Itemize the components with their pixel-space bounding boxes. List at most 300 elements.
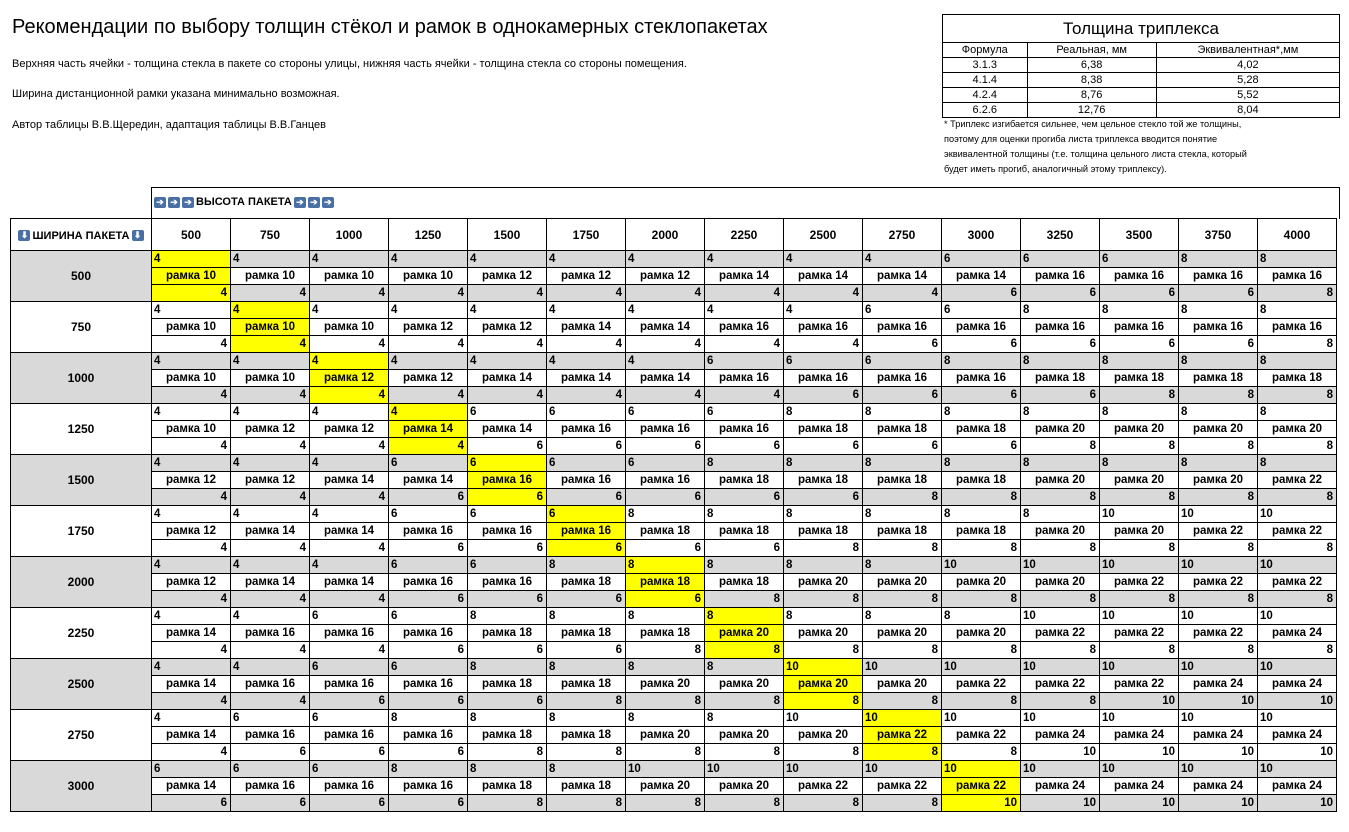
height-column-header: 3000 xyxy=(942,219,1021,251)
frame-width: рамка 10 xyxy=(310,318,388,335)
outer-glass-thickness: 10 xyxy=(1181,763,1194,775)
recommendation-cell xyxy=(389,251,468,302)
frame-width: рамка 10 xyxy=(152,267,230,284)
recommendation-cell xyxy=(310,455,389,506)
recommendation-cell xyxy=(468,557,547,608)
outer-glass-thickness: 6 xyxy=(549,406,556,418)
frame-width: рамка 14 xyxy=(389,420,467,437)
inner-glass-thickness: 10 xyxy=(1179,692,1257,709)
recommendation-cell xyxy=(389,761,468,812)
outer-glass-thickness: 10 xyxy=(1023,763,1036,775)
outer-glass-thickness: 6 xyxy=(707,406,714,418)
inner-glass-thickness: 4 xyxy=(310,488,388,505)
triplex-title: Толщина триплекса xyxy=(943,15,1339,43)
recommendation-cell xyxy=(626,608,705,659)
outer-glass-thickness: 10 xyxy=(865,763,878,775)
frame-width: рамка 10 xyxy=(389,267,467,284)
inner-glass-thickness: 6 xyxy=(863,335,941,352)
inner-glass-thickness: 8 xyxy=(626,641,704,658)
recommendation-cell xyxy=(1021,659,1100,710)
inner-glass-thickness: 6 xyxy=(310,743,388,760)
outer-glass-thickness: 8 xyxy=(628,661,635,673)
inner-glass-thickness: 8 xyxy=(1100,437,1178,454)
recommendation-cell xyxy=(626,251,705,302)
outer-glass-thickness: 8 xyxy=(470,661,477,673)
inner-glass-thickness: 4 xyxy=(231,335,309,352)
width-header-label: ШИРИНА ПАКЕТА xyxy=(32,229,130,242)
outer-glass-thickness: 6 xyxy=(233,712,240,724)
outer-glass-thickness: 8 xyxy=(865,406,872,418)
frame-width: рамка 16 xyxy=(231,624,309,641)
outer-glass-thickness: 4 xyxy=(312,304,319,316)
frame-width: рамка 18 xyxy=(626,522,704,539)
recommendation-cell xyxy=(1100,608,1179,659)
outer-glass-thickness: 10 xyxy=(944,712,957,724)
inner-glass-thickness: 10 xyxy=(1258,743,1336,760)
outer-glass-thickness: 4 xyxy=(549,304,556,316)
outer-glass-thickness: 10 xyxy=(944,559,957,571)
inner-glass-thickness: 4 xyxy=(626,284,704,301)
frame-width: рамка 16 xyxy=(468,471,546,488)
width-row-header: 3000 xyxy=(11,761,152,812)
recommendation-cell xyxy=(784,404,863,455)
recommendation-cell xyxy=(863,404,942,455)
width-row xyxy=(11,761,1337,812)
outer-glass-thickness: 8 xyxy=(786,457,793,469)
outer-glass-thickness: 4 xyxy=(154,661,161,673)
inner-glass-thickness: 4 xyxy=(231,386,309,403)
inner-glass-thickness: 8 xyxy=(1021,641,1099,658)
outer-glass-thickness: 8 xyxy=(707,559,714,571)
inner-glass-thickness: 8 xyxy=(942,641,1020,658)
recommendation-cell xyxy=(1021,608,1100,659)
inner-glass-thickness: 8 xyxy=(942,743,1020,760)
recommendation-cell xyxy=(389,455,468,506)
inner-glass-thickness: 4 xyxy=(310,590,388,607)
frame-width: рамка 16 xyxy=(626,471,704,488)
frame-width: рамка 18 xyxy=(468,726,546,743)
frame-width: рамка 16 xyxy=(1100,318,1178,335)
frame-width: рамка 22 xyxy=(1100,573,1178,590)
recommendation-cell xyxy=(863,557,942,608)
frame-width: рамка 24 xyxy=(1100,777,1178,794)
triplex-table xyxy=(942,14,1340,118)
inner-glass-thickness: 8 xyxy=(1258,335,1336,352)
recommendation-cell xyxy=(784,506,863,557)
outer-glass-thickness: 4 xyxy=(154,457,161,469)
frame-width: рамка 22 xyxy=(1258,573,1336,590)
inner-glass-thickness: 4 xyxy=(626,386,704,403)
frame-width: рамка 16 xyxy=(389,573,467,590)
outer-glass-thickness: 10 xyxy=(1260,763,1273,775)
outer-glass-thickness: 8 xyxy=(1102,406,1109,418)
recommendation-cell xyxy=(705,251,784,302)
frame-width: рамка 16 xyxy=(389,624,467,641)
inner-glass-thickness: 8 xyxy=(1179,488,1257,505)
page-title: Рекомендации по выбору толщин стёкол и рамок в однокамерных стеклопакетах xyxy=(12,16,768,38)
inner-glass-thickness: 6 xyxy=(310,794,388,811)
inner-glass-thickness: 6 xyxy=(1179,335,1257,352)
outer-glass-thickness: 4 xyxy=(231,302,309,318)
inner-glass-thickness: 6 xyxy=(152,794,230,811)
inner-glass-thickness: 8 xyxy=(784,641,862,658)
outer-glass-thickness: 6 xyxy=(468,455,546,471)
inner-glass-thickness: 8 xyxy=(1179,437,1257,454)
inner-glass-thickness: 4 xyxy=(310,386,388,403)
frame-width: рамка 10 xyxy=(152,318,230,335)
inner-glass-thickness: 8 xyxy=(1258,437,1336,454)
recommendation-cell xyxy=(1258,353,1337,404)
frame-width: рамка 20 xyxy=(1021,420,1099,437)
recommendation-cell xyxy=(1021,557,1100,608)
inner-glass-thickness: 10 xyxy=(1258,794,1336,811)
outer-glass-thickness: 6 xyxy=(628,406,635,418)
outer-glass-thickness: 4 xyxy=(707,304,714,316)
recommendation-cell xyxy=(1258,659,1337,710)
outer-glass-thickness: 4 xyxy=(786,253,793,265)
frame-width: рамка 22 xyxy=(1258,471,1336,488)
recommendation-cell xyxy=(1179,557,1258,608)
inner-glass-thickness: 4 xyxy=(152,692,230,709)
recommendation-cell xyxy=(231,710,310,761)
frame-width: рамка 16 xyxy=(1179,267,1257,284)
outer-glass-thickness: 10 xyxy=(1102,610,1115,622)
recommendation-cell xyxy=(705,455,784,506)
recommendation-cell xyxy=(1258,710,1337,761)
inner-glass-thickness: 6 xyxy=(705,488,783,505)
outer-glass-thickness: 10 xyxy=(1181,559,1194,571)
outer-glass-thickness: 8 xyxy=(1023,508,1030,520)
inner-glass-thickness: 8 xyxy=(1179,641,1257,658)
outer-glass-thickness: 4 xyxy=(389,404,467,420)
frame-width: рамка 14 xyxy=(863,267,941,284)
recommendation-grid xyxy=(10,218,1337,812)
outer-glass-thickness: 6 xyxy=(312,610,319,622)
frame-width: рамка 20 xyxy=(1021,573,1099,590)
inner-glass-thickness: 8 xyxy=(705,641,783,658)
outer-glass-thickness: 4 xyxy=(628,304,635,316)
outer-glass-thickness: 6 xyxy=(865,304,872,316)
frame-width: рамка 18 xyxy=(1100,369,1178,386)
frame-width: рамка 18 xyxy=(547,726,625,743)
recommendation-cell xyxy=(626,710,705,761)
recommendation-cell xyxy=(863,659,942,710)
recommendation-cell xyxy=(626,353,705,404)
recommendation-cell xyxy=(547,302,626,353)
outer-glass-thickness: 6 xyxy=(865,355,872,367)
frame-width: рамка 24 xyxy=(1179,777,1257,794)
frame-width: рамка 18 xyxy=(784,522,862,539)
frame-width: рамка 14 xyxy=(310,471,388,488)
outer-glass-thickness: 6 xyxy=(312,712,319,724)
frame-width: рамка 20 xyxy=(705,624,783,641)
inner-glass-thickness: 6 xyxy=(389,641,467,658)
outer-glass-thickness: 8 xyxy=(944,457,951,469)
recommendation-cell xyxy=(389,302,468,353)
frame-width: рамка 16 xyxy=(942,369,1020,386)
outer-glass-thickness: 10 xyxy=(1102,559,1115,571)
outer-glass-thickness: 8 xyxy=(1260,253,1267,265)
triplex-cell: 12,76 xyxy=(1027,103,1156,118)
frame-width: рамка 20 xyxy=(626,777,704,794)
frame-width: рамка 22 xyxy=(863,777,941,794)
recommendation-cell xyxy=(784,608,863,659)
outer-glass-thickness: 6 xyxy=(391,610,398,622)
triplex-cell: 6.2.6 xyxy=(943,103,1027,118)
outer-glass-thickness: 8 xyxy=(1181,355,1188,367)
inner-glass-thickness: 8 xyxy=(863,488,941,505)
frame-width: рамка 22 xyxy=(1021,675,1099,692)
inner-glass-thickness: 6 xyxy=(468,641,546,658)
frame-width: рамка 18 xyxy=(863,471,941,488)
recommendation-cell xyxy=(310,302,389,353)
inner-glass-thickness: 4 xyxy=(152,335,230,352)
recommendation-cell xyxy=(547,506,626,557)
frame-width: рамка 16 xyxy=(547,420,625,437)
outer-glass-thickness: 8 xyxy=(549,763,556,775)
outer-glass-thickness: 4 xyxy=(865,253,872,265)
outer-glass-thickness: 4 xyxy=(391,304,398,316)
recommendation-cell xyxy=(626,455,705,506)
inner-glass-thickness: 8 xyxy=(705,692,783,709)
inner-glass-thickness: 8 xyxy=(705,743,783,760)
outer-glass-thickness: 10 xyxy=(628,763,641,775)
recommendation-cell xyxy=(1258,251,1337,302)
frame-width: рамка 20 xyxy=(1179,471,1257,488)
outer-glass-thickness: 6 xyxy=(312,661,319,673)
inner-glass-thickness: 4 xyxy=(231,539,309,556)
inner-glass-thickness: 8 xyxy=(1021,590,1099,607)
outer-glass-thickness: 4 xyxy=(233,355,240,367)
inner-glass-thickness: 8 xyxy=(626,692,704,709)
outer-glass-thickness: 8 xyxy=(944,355,951,367)
recommendation-cell xyxy=(1021,710,1100,761)
width-row-header: 2750 xyxy=(11,710,152,761)
triplex-header-cell: Реальная, мм xyxy=(1027,43,1156,58)
frame-width: рамка 18 xyxy=(942,471,1020,488)
outer-glass-thickness: 8 xyxy=(1260,457,1267,469)
outer-glass-thickness: 4 xyxy=(233,406,240,418)
inner-glass-thickness: 8 xyxy=(547,794,625,811)
recommendation-cell xyxy=(705,353,784,404)
inner-glass-thickness: 8 xyxy=(1100,590,1178,607)
inner-glass-thickness: 6 xyxy=(1021,386,1099,403)
width-row-header: 1500 xyxy=(11,455,152,506)
frame-width: рамка 18 xyxy=(1258,369,1336,386)
inner-glass-thickness: 6 xyxy=(784,437,862,454)
frame-width: рамка 20 xyxy=(705,777,783,794)
width-row-header: 2250 xyxy=(11,608,152,659)
footnote-line: будет иметь прогиб, аналогичный этому триплексу). xyxy=(944,164,1167,174)
recommendation-cell xyxy=(626,557,705,608)
recommendation-cell xyxy=(705,506,784,557)
outer-glass-thickness: 10 xyxy=(1181,661,1194,673)
inner-glass-thickness: 6 xyxy=(389,692,467,709)
recommendation-cell xyxy=(626,659,705,710)
inner-glass-thickness: 6 xyxy=(942,437,1020,454)
frame-width: рамка 18 xyxy=(547,777,625,794)
inner-glass-thickness: 4 xyxy=(389,335,467,352)
inner-glass-thickness: 8 xyxy=(1100,641,1178,658)
inner-glass-thickness: 4 xyxy=(231,692,309,709)
recommendation-cell xyxy=(231,659,310,710)
frame-width: рамка 18 xyxy=(784,471,862,488)
outer-glass-thickness: 8 xyxy=(626,557,704,573)
inner-glass-thickness: 8 xyxy=(863,590,941,607)
outer-glass-thickness: 8 xyxy=(470,763,477,775)
recommendation-cell xyxy=(152,251,231,302)
frame-width: рамка 20 xyxy=(1100,471,1178,488)
inner-glass-thickness: 4 xyxy=(152,284,230,301)
inner-glass-thickness: 6 xyxy=(942,284,1020,301)
frame-width: рамка 16 xyxy=(389,726,467,743)
inner-glass-thickness: 4 xyxy=(389,284,467,301)
height-column-header: 2250 xyxy=(705,219,784,251)
outer-glass-thickness: 6 xyxy=(470,406,477,418)
inner-glass-thickness: 6 xyxy=(389,590,467,607)
frame-width: рамка 10 xyxy=(231,318,309,335)
triplex-cell: 4.2.4 xyxy=(943,88,1027,103)
inner-glass-thickness: 6 xyxy=(626,437,704,454)
recommendation-cell xyxy=(1100,302,1179,353)
recommendation-cell xyxy=(863,608,942,659)
recommendation-cell xyxy=(1021,302,1100,353)
recommendation-cell xyxy=(231,353,310,404)
inner-glass-thickness: 4 xyxy=(152,539,230,556)
outer-glass-thickness: 8 xyxy=(628,712,635,724)
outer-glass-thickness: 8 xyxy=(944,406,951,418)
height-column-header: 750 xyxy=(231,219,310,251)
recommendation-cell xyxy=(231,761,310,812)
recommendation-cell xyxy=(468,353,547,404)
inner-glass-thickness: 4 xyxy=(784,335,862,352)
inner-glass-thickness: 6 xyxy=(942,335,1020,352)
inner-glass-thickness: 4 xyxy=(310,641,388,658)
outer-glass-thickness: 6 xyxy=(391,661,398,673)
inner-glass-thickness: 4 xyxy=(310,335,388,352)
recommendation-cell xyxy=(784,761,863,812)
inner-glass-thickness: 6 xyxy=(863,437,941,454)
frame-width: рамка 12 xyxy=(547,267,625,284)
inner-glass-thickness: 4 xyxy=(231,641,309,658)
triplex-cell: 8,04 xyxy=(1156,103,1339,118)
recommendation-cell xyxy=(231,455,310,506)
arrow-right-icon: ➔ xyxy=(308,197,320,208)
outer-glass-thickness: 8 xyxy=(1102,304,1109,316)
inner-glass-thickness: 6 xyxy=(468,692,546,709)
frame-width: рамка 18 xyxy=(705,522,783,539)
outer-glass-thickness: 8 xyxy=(1102,457,1109,469)
inner-glass-thickness: 4 xyxy=(310,539,388,556)
outer-glass-thickness: 10 xyxy=(1181,508,1194,520)
frame-width: рамка 18 xyxy=(705,573,783,590)
frame-width: рамка 16 xyxy=(468,573,546,590)
width-row xyxy=(11,404,1337,455)
inner-glass-thickness: 4 xyxy=(152,488,230,505)
frame-width: рамка 16 xyxy=(310,726,388,743)
recommendation-cell xyxy=(468,251,547,302)
outer-glass-thickness: 6 xyxy=(470,508,477,520)
outer-glass-thickness: 8 xyxy=(391,763,398,775)
outer-glass-thickness: 8 xyxy=(944,610,951,622)
frame-width: рамка 16 xyxy=(1179,318,1257,335)
frame-width: рамка 20 xyxy=(942,573,1020,590)
outer-glass-thickness: 4 xyxy=(233,610,240,622)
arrow-right-icon: ➔ xyxy=(168,197,180,208)
inner-glass-thickness: 8 xyxy=(1100,488,1178,505)
recommendation-cell xyxy=(784,659,863,710)
inner-glass-thickness: 8 xyxy=(1258,539,1336,556)
frame-width: рамка 16 xyxy=(1258,318,1336,335)
inner-glass-thickness: 8 xyxy=(1258,590,1336,607)
outer-glass-thickness: 8 xyxy=(786,610,793,622)
recommendation-cell xyxy=(310,506,389,557)
height-column-header: 3750 xyxy=(1179,219,1258,251)
triplex-cell: 8,76 xyxy=(1027,88,1156,103)
frame-width: рамка 14 xyxy=(152,624,230,641)
frame-width: рамка 12 xyxy=(152,471,230,488)
height-column-header: 3250 xyxy=(1021,219,1100,251)
recommendation-cell xyxy=(389,710,468,761)
frame-width: рамка 20 xyxy=(784,675,862,692)
outer-glass-thickness: 10 xyxy=(1260,610,1273,622)
frame-width: рамка 24 xyxy=(1021,726,1099,743)
inner-glass-thickness: 8 xyxy=(784,692,862,709)
frame-width: рамка 22 xyxy=(1100,675,1178,692)
outer-glass-thickness: 8 xyxy=(865,610,872,622)
inner-glass-thickness: 6 xyxy=(231,743,309,760)
inner-glass-thickness: 6 xyxy=(468,590,546,607)
inner-glass-thickness: 6 xyxy=(231,794,309,811)
frame-width: рамка 18 xyxy=(468,777,546,794)
frame-width: рамка 22 xyxy=(942,675,1020,692)
height-column-header: 1000 xyxy=(310,219,389,251)
inner-glass-thickness: 4 xyxy=(705,386,783,403)
recommendation-cell xyxy=(1258,404,1337,455)
frame-width: рамка 18 xyxy=(942,522,1020,539)
frame-width: рамка 14 xyxy=(784,267,862,284)
recommendation-cell xyxy=(547,608,626,659)
frame-width: рамка 16 xyxy=(705,420,783,437)
frame-width: рамка 16 xyxy=(705,318,783,335)
outer-glass-thickness: 8 xyxy=(628,508,635,520)
recommendation-cell xyxy=(942,455,1021,506)
frame-width: рамка 20 xyxy=(1179,420,1257,437)
outer-glass-thickness: 4 xyxy=(391,253,398,265)
footnote-line: * Триплекс изгибается сильнее, чем цельное стекло той же толщины, xyxy=(944,119,1242,129)
frame-width: рамка 16 xyxy=(547,471,625,488)
recommendation-cell xyxy=(231,404,310,455)
inner-glass-thickness: 4 xyxy=(468,284,546,301)
inner-glass-thickness: 8 xyxy=(942,692,1020,709)
frame-width: рамка 14 xyxy=(389,471,467,488)
outer-glass-thickness: 8 xyxy=(865,508,872,520)
frame-width: рамка 24 xyxy=(1021,777,1099,794)
footnote-line: эквивалентной толщины (т.е. толщина цельного листа стекла, который xyxy=(944,149,1247,159)
inner-glass-thickness: 10 xyxy=(1258,692,1336,709)
inner-glass-thickness: 4 xyxy=(231,590,309,607)
outer-glass-thickness: 10 xyxy=(1102,712,1115,724)
recommendation-cell xyxy=(1021,404,1100,455)
outer-glass-thickness: 8 xyxy=(549,661,556,673)
frame-width: рамка 22 xyxy=(942,726,1020,743)
outer-glass-thickness: 8 xyxy=(1023,355,1030,367)
frame-width: рамка 16 xyxy=(784,318,862,335)
inner-glass-thickness: 4 xyxy=(705,284,783,301)
outer-glass-thickness: 6 xyxy=(233,763,240,775)
triplex-row xyxy=(943,58,1339,73)
recommendation-cell xyxy=(547,404,626,455)
